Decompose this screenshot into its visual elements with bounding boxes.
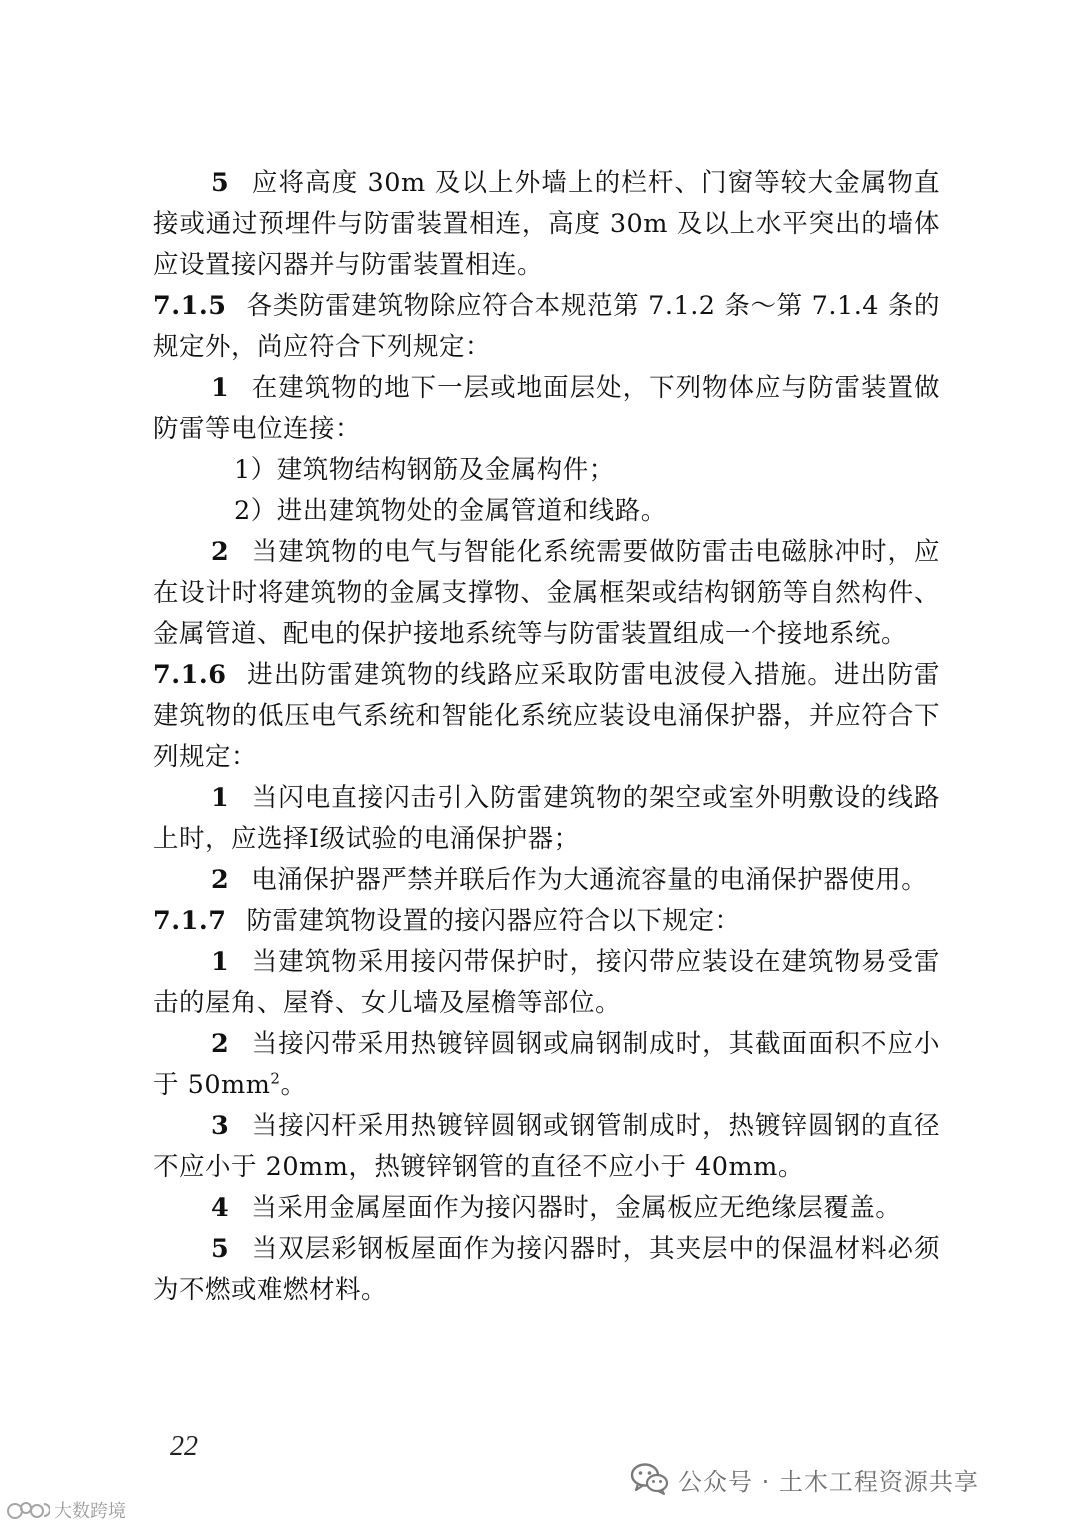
item-tail: 。 (280, 1070, 307, 1100)
item-number: 1 (211, 947, 230, 977)
item-text: 当建筑物的电气与智能化系统需要做防雷击电磁脉冲时，应在设计时将建筑物的金属支撑物、金属框架或结构钢筋等自然构件、金属管道、配电的保护接地系统等与防雷装置组成一个接地系统。 (153, 537, 940, 649)
item-1-spd-class (153, 778, 940, 860)
clause-7-1-5 (153, 286, 940, 368)
clause-number: 7.1.6 (153, 660, 227, 690)
watermark-source (6, 1497, 126, 1523)
item-1-bonding (153, 368, 940, 450)
item-number: 2 (211, 537, 230, 567)
item-number: 5 (211, 1234, 230, 1264)
page-number: 22 (170, 1431, 198, 1462)
sub-item-1: 1）建筑物结构钢筋及金属构件； (234, 455, 615, 485)
item-number: 5 (211, 168, 230, 198)
clause-text: 进出防雷建筑物的线路应采取防雷电波侵入措施。进出防雷建筑物的低压电气系统和智能化系统应装设电涌保护器，并应符合下列规定： (153, 660, 940, 772)
clause-text: 各类防雷建筑物除应符合本规范第 7.1.2 条～第 7.1.4 条的规定外，尚应符合下列规定： (153, 291, 940, 362)
wechat-icon (630, 1462, 670, 1496)
item-number: 3 (211, 1111, 230, 1141)
item-number: 1 (211, 783, 230, 813)
clause-7-1-7 (153, 901, 940, 942)
item-5-railings (153, 163, 940, 286)
document-body (153, 163, 940, 1311)
watermark-text: 公众号 · 土木工程资源共享 (678, 1467, 979, 1496)
superscript: 2 (270, 1069, 281, 1088)
bubble-logo-icon (6, 1499, 50, 1521)
item-2-lemp (153, 532, 940, 655)
item-2-cross-section (153, 1024, 940, 1106)
watermark-source-text: 大数跨境 (54, 1501, 126, 1522)
item-number: 4 (211, 1193, 230, 1223)
item-1-air-termination (153, 942, 940, 1024)
item-text: 当闪电直接闪击引入防雷建筑物的架空或室外明敷设的线路上时，应选择Ⅰ级试验的电涌保护器； (153, 783, 940, 854)
item-text: 当建筑物采用接闪带保护时，接闪带应装设在建筑物易受雷击的屋角、屋脊、女儿墙及屋檐等部位。 (153, 947, 940, 1018)
item-3-rod-diameter (153, 1106, 940, 1188)
item-number: 1 (211, 373, 230, 403)
item-text: 电涌保护器严禁并联后作为大通流容量的电涌保护器使用。 (251, 865, 928, 895)
clause-number: 7.1.5 (153, 291, 227, 321)
item-2-spd-parallel (153, 860, 940, 901)
item-number: 2 (211, 1029, 230, 1059)
clause-text: 防雷建筑物设置的接闪器应符合以下规定： (246, 906, 741, 936)
clause-7-1-6 (153, 655, 940, 778)
item-4-metal-roof (153, 1188, 940, 1229)
item-text: 当接闪杆采用热镀锌圆钢或钢管制成时，热镀锌圆钢的直径不应小于 20mm，热镀锌钢管的直径不应小于 40mm。 (153, 1111, 940, 1182)
watermark-wechat (630, 1461, 979, 1497)
sub-item-2: 2）进出建筑物处的金属管道和线路。 (234, 496, 667, 526)
item-text: 当双层彩钢板屋面作为接闪器时，其夹层中的保温材料必须为不燃或难燃材料。 (153, 1234, 940, 1305)
item-text: 当接闪带采用热镀锌圆钢或扁钢制成时，其截面面积不应小于 50mm (153, 1029, 940, 1100)
item-number: 2 (211, 865, 230, 895)
clause-number: 7.1.7 (153, 906, 227, 936)
item-text: 应将高度 30m 及以上外墙上的栏杆、门窗等较大金属物直接或通过预埋件与防雷装置相连，高度 30m 及以上水平突出的墙体应设置接闪器并与防雷装置相连。 (153, 168, 940, 280)
item-text: 在建筑物的地下一层或地面层处，下列物体应与防雷装置做防雷等电位连接： (153, 373, 940, 444)
item-5-sandwich-roof (153, 1229, 940, 1311)
item-text: 当采用金属屋面作为接闪器时，金属板应无绝缘层覆盖。 (251, 1193, 902, 1223)
